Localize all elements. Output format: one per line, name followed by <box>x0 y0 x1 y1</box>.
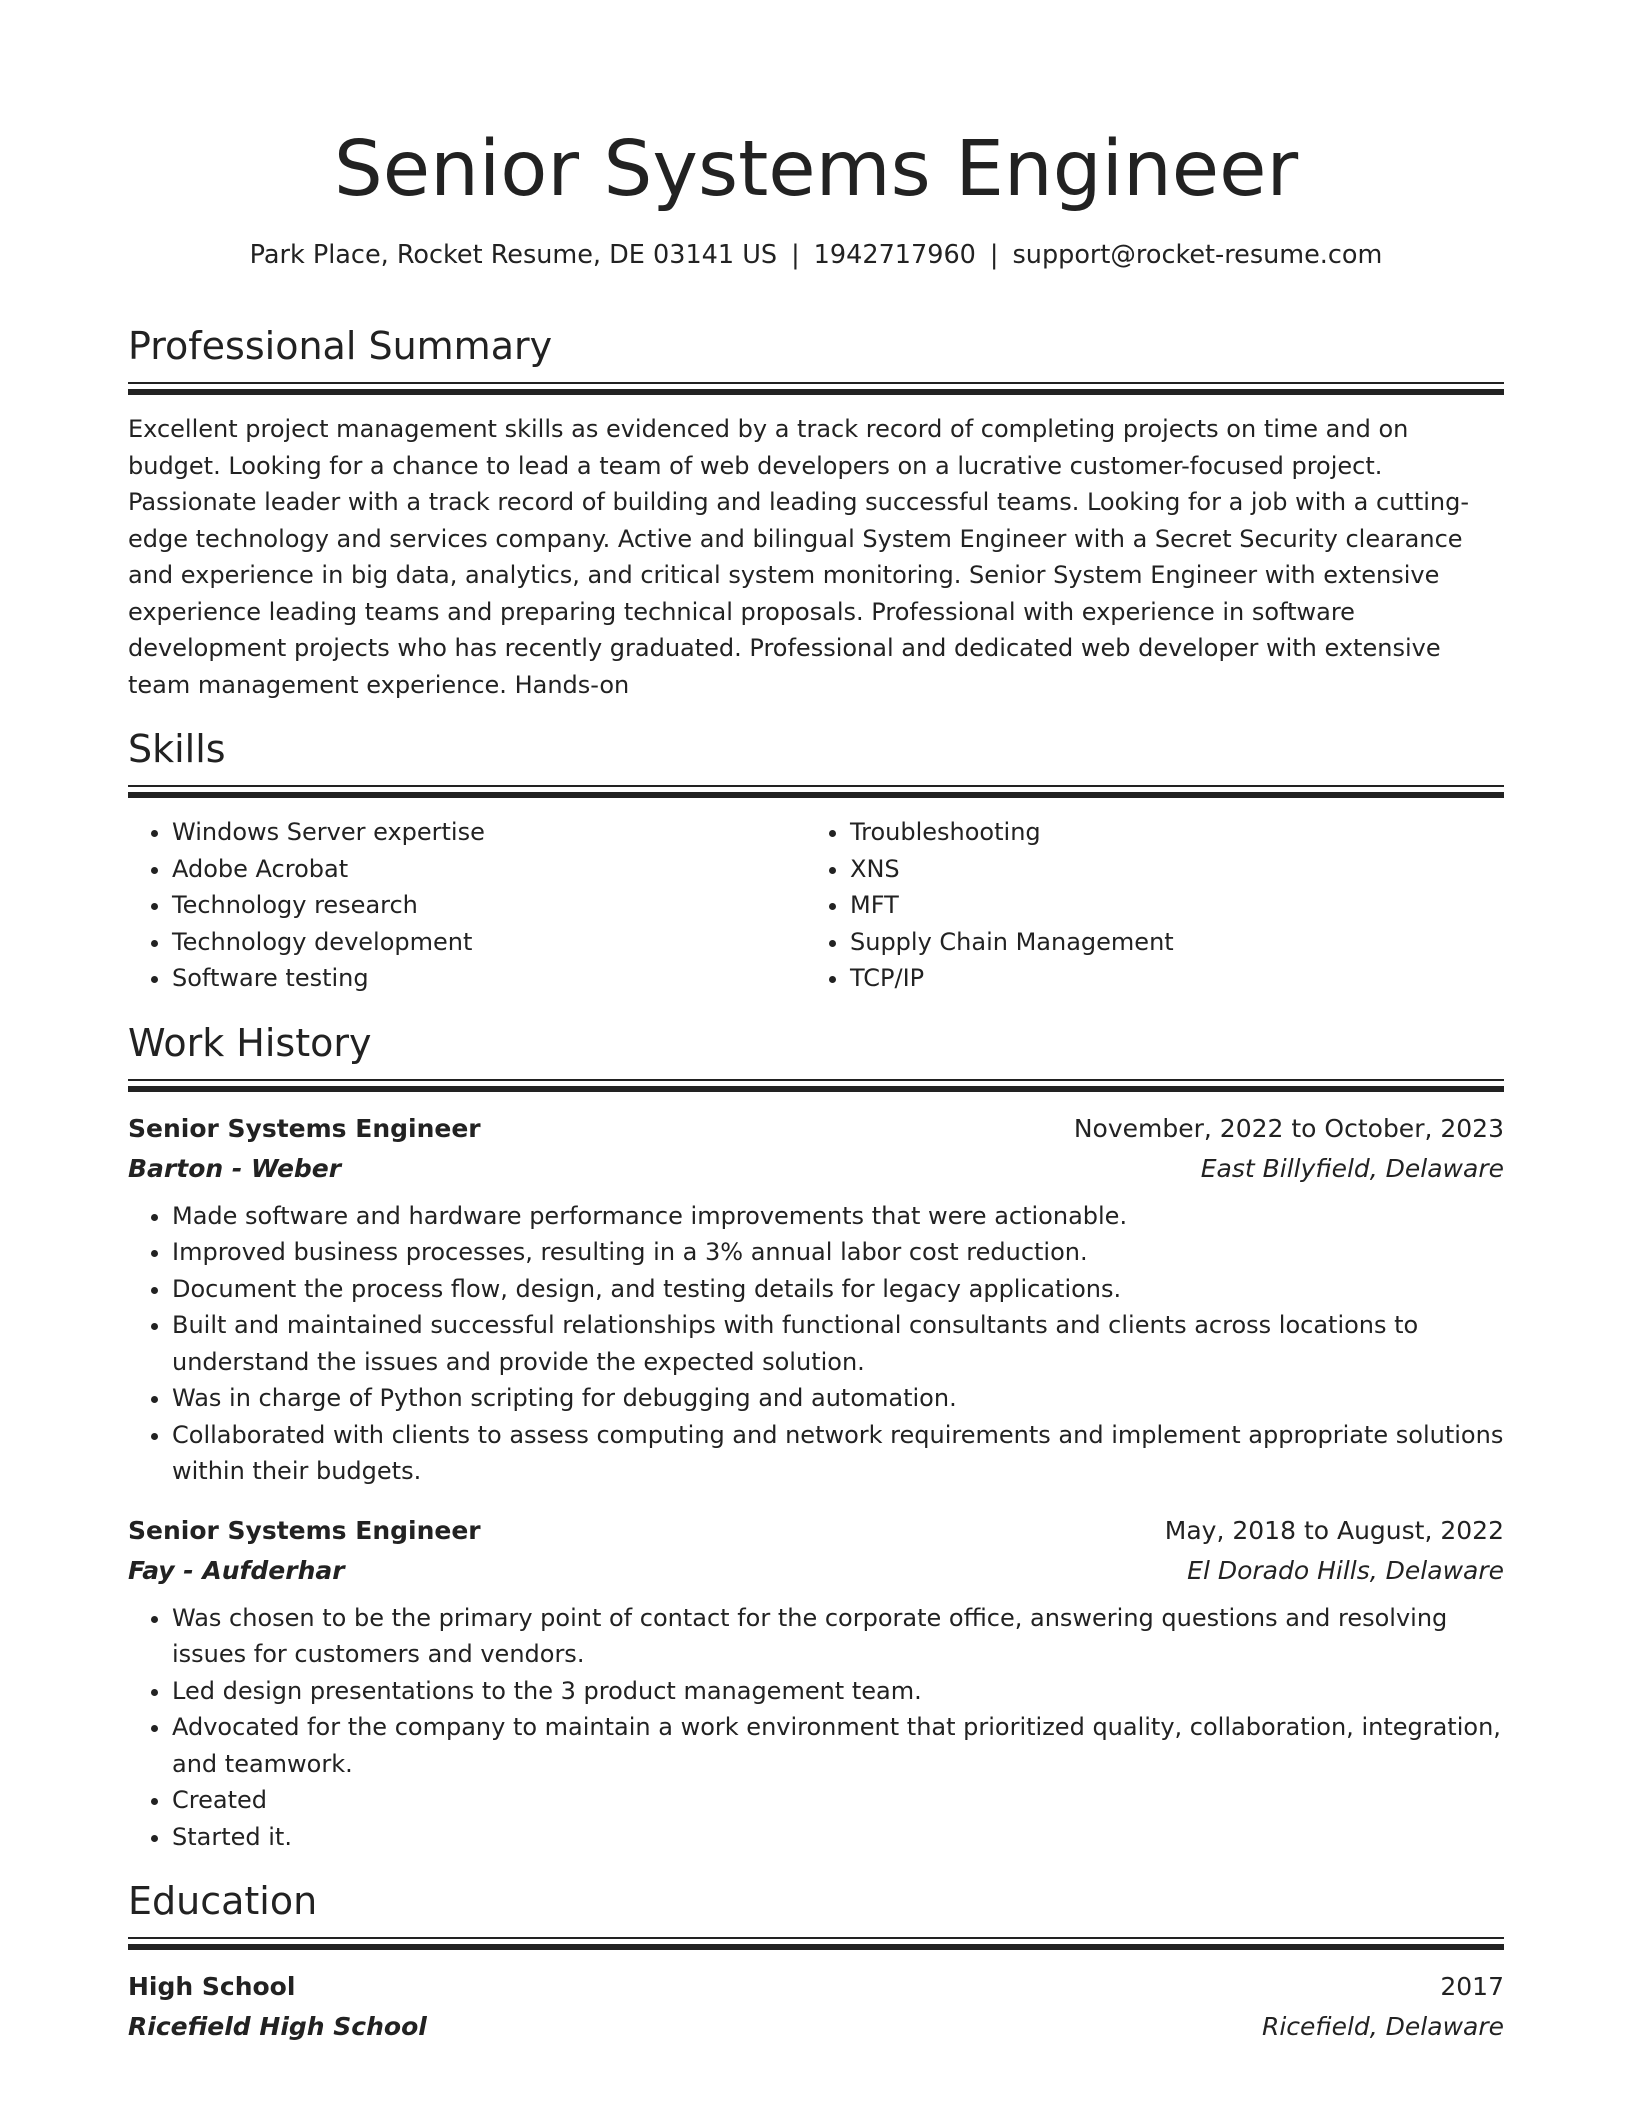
summary-section <box>128 322 1504 703</box>
skill-item: • Software testing <box>172 960 806 997</box>
contact-line <box>128 238 1504 272</box>
job-subheader <box>128 1150 1504 1188</box>
section-divider <box>128 1937 1504 1950</box>
job-entry <box>128 1110 1504 1490</box>
skill-item: • Technology research <box>172 887 806 924</box>
job-header <box>128 1110 1504 1148</box>
education-header <box>128 1968 1504 2006</box>
contact-email: support@rocket-resume.com <box>1012 240 1383 270</box>
education-school: Ricefield High School <box>128 2012 427 2041</box>
education-location: Ricefield, Delaware <box>1261 2012 1504 2041</box>
job-bullets <box>128 1600 1504 1856</box>
education-entry <box>128 1968 1504 2046</box>
job-subheader <box>128 1552 1504 1590</box>
job-dates: May, 2018 to August, 2022 <box>1164 1515 1504 1545</box>
skills-columns <box>128 814 1504 997</box>
job-location: East Billyfield, Delaware <box>1200 1153 1504 1183</box>
work-section <box>128 1019 1504 1856</box>
skill-item: • Windows Server expertise <box>172 814 806 851</box>
job-bullet: • Created <box>172 1782 1504 1819</box>
job-bullet: • Made software and hardware performance improvements that were actionable. <box>172 1198 1504 1235</box>
skill-item: • Supply Chain Management <box>850 924 1484 961</box>
resume-page <box>128 0 1504 2046</box>
job-bullet: • Document the process flow, design, and testing details for legacy applications. <box>172 1271 1504 1308</box>
job-bullet: • Advocated for the company to maintain a work environment that prioritized quality, collaboration, integration, and teamwork. <box>172 1709 1504 1782</box>
section-divider <box>128 382 1504 395</box>
job-header <box>128 1512 1504 1550</box>
section-title-work: Work History <box>128 1020 372 1065</box>
job-entry <box>128 1512 1504 1856</box>
skill-item: • XNS <box>850 851 1484 888</box>
section-divider <box>128 785 1504 798</box>
job-title: Senior Systems Engineer <box>128 1113 481 1143</box>
job-company: Barton - Weber <box>128 1153 342 1183</box>
job-dates: November, 2022 to October, 2023 <box>1073 1113 1504 1143</box>
skill-item: • TCP/IP <box>850 960 1484 997</box>
skills-list-right <box>806 814 1484 997</box>
job-bullet: • Led design presentations to the 3 product management team. <box>172 1673 1504 1710</box>
education-degree: High School <box>128 1972 296 2001</box>
skills-list-left <box>128 814 806 997</box>
contact-separator: | <box>989 240 999 270</box>
section-title-skills: Skills <box>128 727 226 771</box>
education-subheader <box>128 2008 1504 2046</box>
skill-item: • Adobe Acrobat <box>172 851 806 888</box>
job-bullet: • Was in charge of Python scripting for debugging and automation. <box>172 1380 1504 1417</box>
resume-name-title: Senior Systems Engineer <box>333 125 1299 214</box>
education-section <box>128 1877 1504 2046</box>
contact-separator: | <box>791 240 800 270</box>
job-bullet: • Started it. <box>172 1819 1504 1856</box>
job-bullet: • Improved business processes, resulting in a 3% annual labor cost reduction. <box>172 1234 1504 1271</box>
job-title: Senior Systems Engineer <box>128 1515 481 1545</box>
summary-text: Excellent project management skills as evidenced by a track record of completing projects on time and on budget. Looking for a chance to lead a team of web developers on a lucrative customer-focused project. Passionate leader with a track record of building and leading successful teams. Looking for a job with a cutting-edge technology and services company. Active and bilingual System Engineer with a Secret Security clearance and experience in big data, analytics, and critical system monitoring. Senior System Engineer with extensive experience leading teams and preparing technical proposals. Professional with experience in software development projects who has recently graduated. Professional and dedicated web developer with extensive team management experience. Hands-on <box>128 415 1469 699</box>
section-title-summary: Professional Summary <box>128 324 553 368</box>
skills-section <box>128 725 1504 997</box>
job-bullet: • Built and maintained successful relationships with functional consultants and clients across locations to understand the issues and provide the expected solution. <box>172 1307 1504 1380</box>
contact-address: Park Place, Rocket Resume, DE 03141 US <box>249 240 778 270</box>
job-location: El Dorado Hills, Delaware <box>1187 1555 1504 1585</box>
contact-phone: 1942717960 <box>813 240 976 270</box>
job-bullet: • Was chosen to be the primary point of contact for the corporate office, answering questions and resolving issues for customers and vendors. <box>172 1600 1504 1673</box>
education-year: 2017 <box>1440 1972 1504 2001</box>
job-company: Fay - Aufderhar <box>128 1555 345 1585</box>
section-title-education: Education <box>128 1879 318 1923</box>
job-bullets <box>128 1198 1504 1490</box>
job-bullet: • Collaborated with clients to assess computing and network requirements and implement appropriate solutions within their budgets. <box>172 1417 1504 1490</box>
skill-item: • Troubleshooting <box>850 814 1484 851</box>
section-divider <box>128 1079 1504 1092</box>
skill-item: • MFT <box>850 887 1484 924</box>
skill-item: • Technology development <box>172 924 806 961</box>
